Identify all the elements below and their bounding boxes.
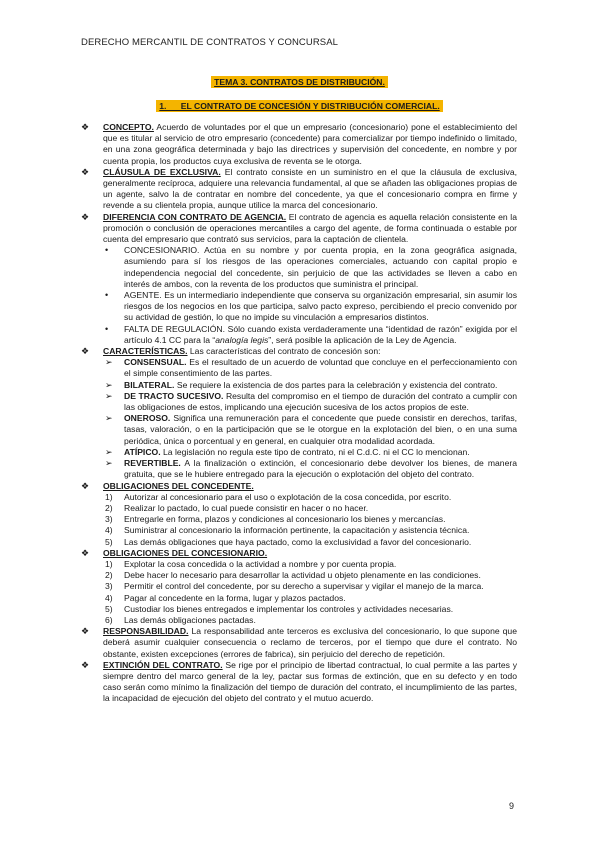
caracteristica-item [81,380,517,391]
caracteristica-text: Resulta del compromiso en el tiempo de duración del contrato a cumplir con las obligaciones de estos, implicando una ejecución sucesiva de los actos propios de este. [124,390,517,413]
oblig-concedente-item [81,537,517,548]
round-bullet-icon: • [105,323,109,334]
oblig-concesionario-heading: OBLIGACIONES DEL CONCESIONARIO. [103,547,268,558]
item-text: Autorizar al concesionario para el uso o explotación de la cosa concedida, por escrito. [124,491,452,502]
item-number: 4) [105,525,113,536]
caracteristica-text: Significa una remuneración para el concedente que puede consistir en derechos, tarifas, tasas, valoración, o en la participación que se le otorgue en la explotación del bien, o en una suma periódica, única o porcentual y en general, en cualquier otra modalidad acordada. [124,413,517,446]
diamond-bullet-icon: ❖ [81,166,90,177]
concepto-entry [81,122,517,167]
item-number: 2) [105,570,113,581]
oblig-concedente-item [81,514,517,525]
item-text: Realizar lo pactado, lo cual puede consistir en hacer o no hacer. [124,502,369,513]
arrow-bullet-icon: ➢ [105,379,113,390]
item-text: Custodiar los bienes entregados e implementar los controles y actividades necesarias. [124,603,454,614]
caracteristica-label: DE TRACTO SUCESIVO. [124,390,224,401]
caracteristicas-text: Las características del contrato de concesión son: [187,346,381,357]
diamond-bullet-icon: ❖ [81,659,90,670]
diferencia-item-falta [81,324,517,346]
diamond-bullet-icon: ❖ [81,480,90,491]
oblig-concedente-heading: OBLIGACIONES DEL CONCEDENTE. [103,480,254,491]
caracteristica-label: BILATERAL. [124,379,175,390]
oblig-concedente-entry [81,481,517,492]
running-header: DERECHO MERCANTIL DE CONTRATOS Y CONCURSAL [81,37,339,48]
diferencia-item-agente [81,290,517,324]
arrow-bullet-icon: ➢ [105,413,113,424]
responsabilidad-heading: RESPONSABILIDAD. [103,626,189,637]
diamond-bullet-icon: ❖ [81,626,90,637]
exclusiva-text: El contrato consiste en un suministro en el que la cláusula de exclusiva, generalmente recíproca, adquiere una relevancia fundamental, al que se añaden las obligaciones propias de un agente, salvo la de contratar en nombre del concedente, ya que el concesionario compra en firme y revende a su clientela propia, aunque utilice la marca del concesionario. [103,166,517,211]
item-number: 4) [105,592,113,603]
oblig-concesionario-item [81,581,517,592]
document-body [81,122,517,705]
caracteristicas-entry [81,346,517,357]
round-bullet-icon: • [105,245,109,256]
section-title-wrap [0,96,599,114]
item-text: Entregarle en forma, plazos y condiciones al concesionario los bienes y mercancías. [124,514,446,525]
caracteristica-item [81,413,517,447]
diamond-bullet-icon: ❖ [81,547,90,558]
caracteristica-label: REVERTIBLE. [124,458,181,469]
diferencia-heading: DIFERENCIA CON CONTRATO DE AGENCIA. [103,211,287,222]
diferencia-text: El contrato de agencia es aquella relación consistente en la promoción o conclusión de operaciones mercantiles a cargo del agente, de forma continuada o estable por cuenta del empresario que contrató sus servicios, para la captación de clientela. [103,211,517,245]
item-text: Las demás obligaciones que haya pactado, como la exclusividad a favor del concesionario. [124,536,472,547]
diferencia-item-text: CONCESIONARIO. Actúa en su nombre y por cuenta propia, en la zona geográfica asignada, asumiendo para sí los riesgos de las operaciones comerciales, actuando con capital propio e independencia negocial del concedente, sin perjuicio de que las actividades se lleven a cabo en interés de ambos, con la reventa de los productos que suministra el principal. [124,245,517,289]
item-number: 1) [105,491,113,502]
oblig-concesionario-item [81,559,517,570]
arrow-bullet-icon: ➢ [105,390,113,401]
caracteristica-text: Se requiere la existencia de dos partes para la celebración y existencia del contrato. [174,379,498,390]
diferencia-entry [81,212,517,246]
item-number: 5) [105,603,113,614]
item-number: 3) [105,581,113,592]
caracteristicas-heading: CARACTERÍSTICAS. [103,346,188,357]
diferencia-item-text: AGENTE. Es un intermediario independiente que conserva su organización empresarial, sin asumir los riesgos de los negocios en los que participa, salvo pacto expreso, percibiendo el precio convenido por su actividad de gestión, lo que no impide su vinculación a empresarios distintos. [124,290,517,323]
item-text: Pagar al concedente en la forma, lugar y plazos pactados. [124,592,346,603]
caracteristica-text: La legislación no regula este tipo de contrato, ni el C.d.C. ni el CC lo mencionan. [160,446,470,457]
item-text: Suministrar al concesionario la información pertinente, la capacitación y asistencia técnica. [124,525,470,536]
oblig-concesionario-item [81,604,517,615]
section-title: 1. EL CONTRATO DE CONCESIÓN Y DISTRIBUCIÓN COMERCIAL. [156,100,442,112]
chapter-title: TEMA 3. CONTRATOS DE DISTRIBUCIÓN. [211,76,388,88]
item-text: Permitir el control del concedente, por su derecho a supervisar y vigilar el manejo de la marca. [124,581,484,592]
item-number: 1) [105,558,113,569]
caracteristica-item [81,447,517,458]
responsabilidad-entry [81,626,517,660]
arrow-bullet-icon: ➢ [105,458,113,469]
oblig-concedente-item [81,492,517,503]
diferencia-item-concesionario [81,245,517,290]
caracteristica-label: ONEROSO. [124,413,171,424]
extincion-text: Se rige por el principio de libertad contractual, lo cual permite a las partes y siempre dentro del marco general de la ley, pactar sus formas de extinción, que en su defecto y en todo caso serán como mínimo la finalización del tiempo de duración del contrato, el incumplimiento de las partes, la incapacidad de ejecución del objeto del contrato y el mutuo acuerdo. [103,659,517,704]
caracteristica-text: Es el resultado de un acuerdo de voluntad que concluye en el perfeccionamiento con el simple consentimiento de las partes. [124,357,517,379]
chapter-title-wrap [0,72,599,90]
extincion-entry [81,660,517,705]
exclusiva-heading: CLÁUSULA DE EXCLUSIVA. [103,166,221,177]
falta-text-2: ”, será posible la aplicación de la Ley de Agencia. [268,334,457,345]
oblig-concesionario-entry [81,548,517,559]
item-number: 2) [105,502,113,513]
concepto-text: Acuerdo de voluntades por el que un empresario (concesionario) pone el establecimiento del que es titular al servicio de otro empresario (concedente) para comercializar por tiempo indefinido o limitado, en una zona geográfica determinada y bajo las directrices y supervisión del concedente, en nombre y por cuenta propia, los productos cuya exclusiva de reventa se le otorga. [103,122,517,166]
round-bullet-icon: • [105,290,109,301]
arrow-bullet-icon: ➢ [105,357,113,368]
diamond-bullet-icon: ❖ [81,211,90,222]
oblig-concesionario-item [81,593,517,604]
caracteristica-text: A la finalización o extinción, el concesionario debe devolver los bienes, de manera gratuita, que se le hubiere entregado para la ejecución o explotación del objeto del contrato. [124,458,517,480]
caracteristica-label: CONSENSUAL. [124,357,187,368]
oblig-concesionario-item [81,570,517,581]
caracteristica-item [81,357,517,379]
diamond-bullet-icon: ❖ [81,346,90,357]
item-text: Debe hacer lo necesario para desarrollar la actividad u objeto plenamente en las condiciones. [124,570,481,581]
caracteristica-item [81,458,517,480]
item-number: 6) [105,614,113,625]
page-number: 9 [509,801,515,811]
oblig-concedente-item [81,503,517,514]
item-number: 5) [105,536,113,547]
item-text: Las demás obligaciones pactadas. [124,614,256,625]
item-text: Explotar la cosa concedida o la actividad a nombre y por cuenta propia. [124,558,397,569]
caracteristica-item [81,391,517,413]
extincion-heading: EXTINCIÓN DEL CONTRATO. [103,659,223,670]
responsabilidad-text: La responsabilidad ante terceros es exclusiva del concesionario, lo que supone que deberá asumir cualquier consecuencia o reclamo de terceros, por el tiempo que dure el contrato. No obstante, existen excepciones (errores de fabrica), sin perjuicio del derecho de repetición. [103,626,517,659]
diamond-bullet-icon: ❖ [81,122,90,132]
falta-italic: analogía legis [215,334,269,345]
oblig-concedente-item [81,525,517,536]
concepto-heading: CONCEPTO. [103,122,154,132]
arrow-bullet-icon: ➢ [105,446,113,457]
exclusiva-entry [81,167,517,212]
item-number: 3) [105,514,113,525]
caracteristica-label: ATÍPICO. [124,446,161,457]
oblig-concesionario-item [81,615,517,626]
falta-text-1: FALTA DE REGULACIÓN. Sólo cuando exista verdaderamente una “identidad de razón” exigida por el artículo 4.1 CC para la “ [124,323,517,345]
